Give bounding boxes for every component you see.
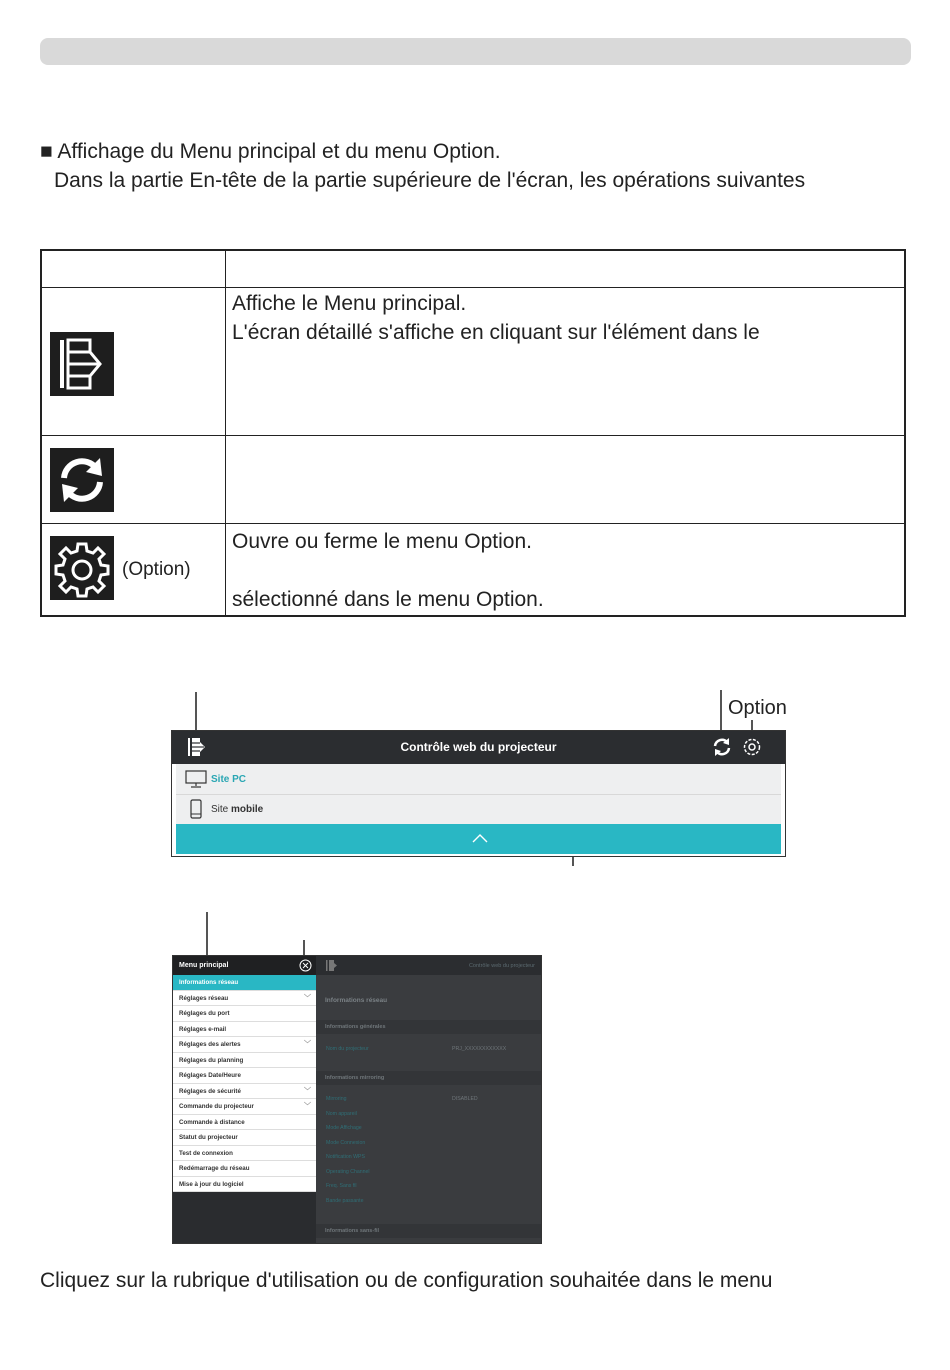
projector-name-label: Nom du projecteur xyxy=(326,1046,369,1052)
section-wireless-title: Informations sans-fil xyxy=(325,1228,380,1234)
site-list xyxy=(176,764,781,824)
mirroring-value: DISABLED xyxy=(452,1096,478,1102)
menu-item-label: Réglages e-mail xyxy=(179,1025,227,1033)
menu-item-label: Redémarrage du réseau xyxy=(179,1165,250,1172)
footer-line: Cliquez sur la rubrique d'utilisation ou de configuration souhaitée dans le menu xyxy=(40,1269,773,1292)
close-icon[interactable] xyxy=(299,959,312,972)
table-row-divider xyxy=(42,435,904,436)
menu-item-test-connexion[interactable] xyxy=(173,1146,316,1162)
menu-item-label: Réglages réseau xyxy=(179,994,229,1002)
section-mirroring xyxy=(316,1071,541,1085)
header-bar xyxy=(40,38,911,65)
menu-item-label: Test de connexion xyxy=(179,1149,233,1157)
site-pc-label: Site PC xyxy=(211,774,247,785)
page-title: Informations réseau xyxy=(325,997,388,1004)
main-menu-items xyxy=(173,975,316,1192)
main-menu-icon xyxy=(326,960,338,971)
callout-line-refresh xyxy=(720,690,722,732)
mobile-phone-icon xyxy=(190,799,202,819)
menu-item-label: Réglages des alertes xyxy=(179,1041,241,1048)
menu-item-reglages-alertes[interactable] xyxy=(173,1037,316,1053)
mirroring-row: Nom appareil xyxy=(326,1111,357,1117)
intro-bullet-line: ■ Affichage du Menu principal et du menu Option. xyxy=(40,140,501,163)
table-header-divider xyxy=(42,287,904,288)
main-menu-panel xyxy=(173,956,316,1243)
menu-item-reglages-date-heure[interactable] xyxy=(173,1068,316,1084)
menu-item-reglages-securite[interactable] xyxy=(173,1084,316,1100)
chevron-down-icon: ﹀ xyxy=(304,1041,311,1048)
site-mobile-item[interactable] xyxy=(176,794,781,824)
menu-item-label: Commande à distance xyxy=(179,1118,245,1126)
chevron-down-icon: ﹀ xyxy=(304,1103,311,1110)
header-operations-table xyxy=(40,249,906,617)
menu-item-statut-projecteur[interactable] xyxy=(173,1130,316,1146)
mirroring-row: Mode Connexion xyxy=(326,1140,366,1146)
section-general xyxy=(316,1020,541,1034)
callout-line-close xyxy=(303,940,305,956)
mirroring-row: Notification WPS xyxy=(326,1154,365,1160)
menu-item-label: Mise à jour du logiciel xyxy=(179,1180,244,1188)
menu-item-commande-distance[interactable] xyxy=(173,1115,316,1131)
main-menu-desc-1: Affiche le Menu principal. xyxy=(232,292,467,315)
chevron-up-icon xyxy=(472,832,488,844)
menu-item-commande-projecteur[interactable] xyxy=(173,1099,316,1115)
option-label: (Option) xyxy=(122,559,191,580)
chevron-down-icon: ﹀ xyxy=(304,1087,311,1095)
dimmed-main-content xyxy=(316,956,541,1243)
menu-item-label: Réglages du planning xyxy=(179,1056,244,1064)
intro-line-2: Dans la partie En-tête de la partie supérieure de l'écran, les opérations suivantes xyxy=(54,169,806,192)
menu-item-label: Réglages du port xyxy=(179,1010,230,1017)
callout-line-main-menu xyxy=(195,692,197,732)
menu-item-reglages-planning[interactable] xyxy=(173,1053,316,1069)
main-menu-icon xyxy=(50,332,114,396)
section-wireless xyxy=(316,1224,541,1238)
main-menu-title: Menu principal xyxy=(179,962,229,969)
callout-option-text: Option xyxy=(728,697,787,719)
site-mobile-prefix: Site xyxy=(211,804,229,815)
dimmed-header-title: Contrôle web du projecteur xyxy=(468,963,535,969)
monitor-icon xyxy=(185,769,207,789)
projector-name-value: PRJ_XXXXXXXXXXXX xyxy=(452,1046,507,1052)
menu-item-label: Commande du projecteur xyxy=(179,1103,254,1110)
main-menu-screenshot xyxy=(172,955,542,1244)
menu-item-reglages-reseau[interactable] xyxy=(173,991,316,1007)
menu-item-informations-reseau[interactable] xyxy=(173,975,316,991)
menu-item-label: Informations réseau xyxy=(179,979,239,986)
main-menu-desc-2: L'écran détaillé s'affiche en cliquant sur l'élément dans le xyxy=(232,321,760,344)
menu-item-reglages-port[interactable] xyxy=(173,1006,316,1022)
collapse-bar[interactable] xyxy=(176,824,781,854)
mirroring-row: Mode Affichage xyxy=(326,1125,362,1131)
refresh-icon[interactable] xyxy=(712,737,732,757)
chevron-down-icon: ﹀ xyxy=(304,994,311,1002)
main-menu-header xyxy=(173,956,316,975)
gear-icon[interactable] xyxy=(742,737,762,757)
table-row-divider xyxy=(42,523,904,524)
screenshot-header xyxy=(172,731,785,764)
menu-item-redemarrage-reseau[interactable] xyxy=(173,1161,316,1177)
mirroring-row: Mirroring xyxy=(326,1096,347,1102)
gear-icon xyxy=(50,536,114,600)
section-general-title: Informations générales xyxy=(325,1024,386,1030)
site-mobile-label xyxy=(211,804,263,815)
web-control-header-screenshot xyxy=(171,730,786,857)
mirroring-row: Bande passante xyxy=(326,1198,364,1204)
option-desc-2: sélectionné dans le menu Option. xyxy=(232,588,544,611)
option-desc-1: Ouvre ou ferme le menu Option. xyxy=(232,530,532,553)
site-pc-item[interactable] xyxy=(176,764,781,795)
table-column-divider xyxy=(225,251,226,615)
mirroring-row: Freq. Sans fil xyxy=(326,1183,357,1189)
menu-item-reglages-email[interactable] xyxy=(173,1022,316,1038)
screenshot-title: Contrôle web du projecteur xyxy=(400,740,557,754)
site-mobile-bold: mobile xyxy=(231,804,264,815)
menu-item-label: Réglages Date/Heure xyxy=(179,1072,241,1079)
mirroring-row: Operating Channel xyxy=(326,1169,370,1175)
menu-item-mise-a-jour-logiciel[interactable] xyxy=(173,1177,316,1193)
refresh-icon xyxy=(50,448,114,512)
dimmed-header xyxy=(316,956,541,975)
menu-item-label: Statut du projecteur xyxy=(179,1134,238,1141)
section-mirroring-title: Informations mirroring xyxy=(325,1075,385,1081)
menu-item-label: Réglages de sécurité xyxy=(179,1087,241,1095)
